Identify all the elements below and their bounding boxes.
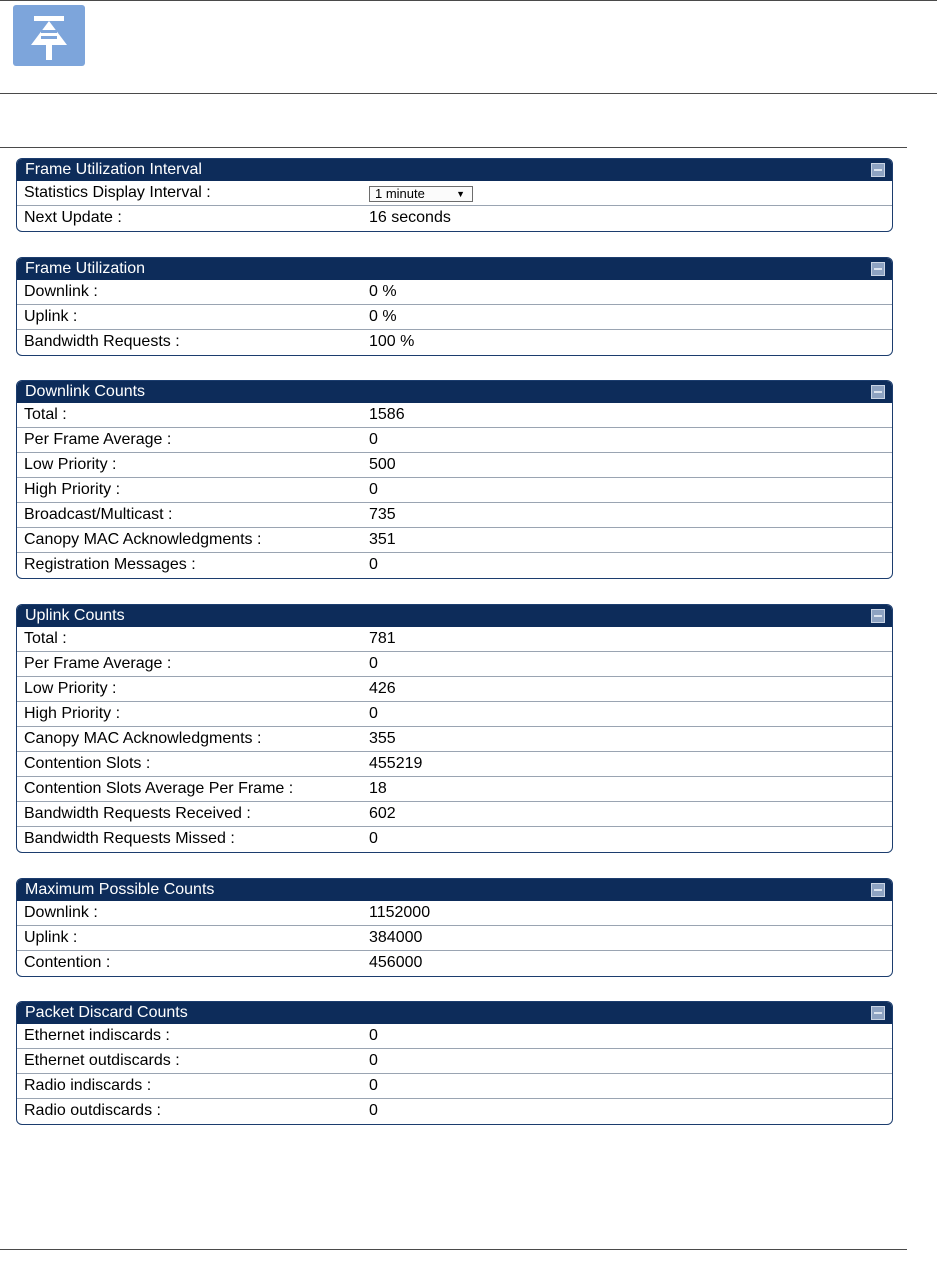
table-row [17, 951, 892, 976]
table-row [17, 553, 892, 578]
row-value: 602 [369, 805, 396, 822]
row-value: 0 [369, 481, 378, 498]
row-label: Bandwidth Requests Received : [24, 805, 251, 822]
row-label: Radio outdiscards : [24, 1102, 161, 1119]
table-row [17, 280, 892, 305]
panel-uplink-counts [16, 604, 893, 853]
table-row [17, 752, 892, 777]
row-value: 0 [369, 830, 378, 847]
row-label: Low Priority : [24, 680, 117, 697]
row-value: 456000 [369, 954, 423, 971]
row-value: 0 [369, 1027, 378, 1044]
minimize-icon[interactable] [871, 609, 885, 623]
row-label: Broadcast/Multicast : [24, 506, 173, 523]
row-label: Downlink : [24, 904, 98, 921]
panel-title: Downlink Counts [25, 383, 146, 400]
table-row [17, 453, 892, 478]
row-value: 100 % [369, 333, 415, 350]
row-label: Downlink : [24, 283, 98, 300]
table-row [17, 206, 892, 231]
table-row [17, 802, 892, 827]
row-label: Uplink : [24, 308, 78, 325]
row-label: High Priority : [24, 705, 121, 722]
row-value: 384000 [369, 929, 423, 946]
row-label: Bandwidth Requests : [24, 333, 180, 350]
panel-title: Maximum Possible Counts [25, 881, 215, 898]
row-value: 16 seconds [369, 209, 451, 226]
row-value: 455219 [369, 755, 423, 772]
table-row [17, 1099, 892, 1124]
row-value: 781 [369, 630, 396, 647]
row-label: Ethernet outdiscards : [24, 1052, 180, 1069]
panel-title: Frame Utilization [25, 260, 146, 277]
table-row [17, 503, 892, 528]
pushpin-icon [13, 5, 85, 66]
table-row [17, 181, 892, 206]
row-label: Total : [24, 630, 67, 647]
row-label: Radio indiscards : [24, 1077, 152, 1094]
row-value: 735 [369, 506, 396, 523]
separator-line [0, 147, 907, 148]
minimize-icon[interactable] [871, 262, 885, 276]
table-row [17, 1024, 892, 1049]
table-row [17, 478, 892, 503]
panel-maximum-possible-counts [16, 878, 893, 977]
minimize-icon[interactable] [871, 883, 885, 897]
panel-title: Uplink Counts [25, 607, 125, 624]
row-value: 0 [369, 1102, 378, 1119]
row-value: 426 [369, 680, 396, 697]
panel-header [17, 381, 892, 403]
minimize-icon[interactable] [871, 1006, 885, 1020]
row-label: Contention : [24, 954, 111, 971]
select-value: 1 minute [375, 186, 425, 201]
panel-title: Frame Utilization Interval [25, 161, 202, 178]
panel-header [17, 1002, 892, 1024]
table-row [17, 627, 892, 652]
row-label: Registration Messages : [24, 556, 196, 573]
row-label: Contention Slots Average Per Frame : [24, 780, 294, 797]
row-label: Contention Slots : [24, 755, 151, 772]
row-value: 0 % [369, 308, 397, 325]
row-value: 0 [369, 431, 378, 448]
row-label: Next Update : [24, 209, 122, 226]
table-row [17, 403, 892, 428]
panel-downlink-counts [16, 380, 893, 579]
row-label: Canopy MAC Acknowledgments : [24, 531, 262, 548]
triangle-down-icon: ▼ [456, 189, 465, 199]
panel-title: Packet Discard Counts [25, 1004, 188, 1021]
table-row [17, 827, 892, 852]
row-value: 1152000 [369, 904, 431, 921]
row-value: 0 [369, 1077, 378, 1094]
table-row [17, 901, 892, 926]
row-label: Canopy MAC Acknowledgments : [24, 730, 262, 747]
panel-header [17, 159, 892, 181]
table-row [17, 677, 892, 702]
row-label: Statistics Display Interval : [24, 184, 211, 201]
row-label: Per Frame Average : [24, 431, 172, 448]
table-row [17, 305, 892, 330]
table-row [17, 652, 892, 677]
table-row [17, 1074, 892, 1099]
table-row [17, 727, 892, 752]
panel-frame-utilization-interval [16, 158, 893, 232]
table-row [17, 777, 892, 802]
row-value: 18 [369, 780, 387, 797]
table-row [17, 528, 892, 553]
panel-header [17, 879, 892, 901]
row-label: Uplink : [24, 929, 78, 946]
table-row [17, 428, 892, 453]
table-row [17, 926, 892, 951]
table-row [17, 702, 892, 727]
footer-line [0, 1249, 907, 1250]
row-label: Total : [24, 406, 67, 423]
row-value: 351 [369, 531, 396, 548]
row-value: 0 % [369, 283, 397, 300]
panel-packet-discard-counts [16, 1001, 893, 1125]
row-value: 1586 [369, 406, 405, 423]
row-label: Low Priority : [24, 456, 117, 473]
row-label: High Priority : [24, 481, 121, 498]
row-value: 500 [369, 456, 396, 473]
panel-header [17, 605, 892, 627]
row-value: 0 [369, 655, 378, 672]
minimize-icon[interactable] [871, 163, 885, 177]
row-label: Bandwidth Requests Missed : [24, 830, 235, 847]
table-row [17, 330, 892, 355]
row-value: 0 [369, 556, 378, 573]
panel-frame-utilization [16, 257, 893, 356]
row-label: Per Frame Average : [24, 655, 172, 672]
table-row [17, 1049, 892, 1074]
statistics-interval-select[interactable] [369, 186, 473, 202]
row-label: Ethernet indiscards : [24, 1027, 170, 1044]
row-value: 0 [369, 1052, 378, 1069]
row-value: 0 [369, 705, 378, 722]
minimize-icon[interactable] [871, 385, 885, 399]
note-banner [0, 0, 937, 94]
panel-header [17, 258, 892, 280]
row-value: 355 [369, 730, 396, 747]
